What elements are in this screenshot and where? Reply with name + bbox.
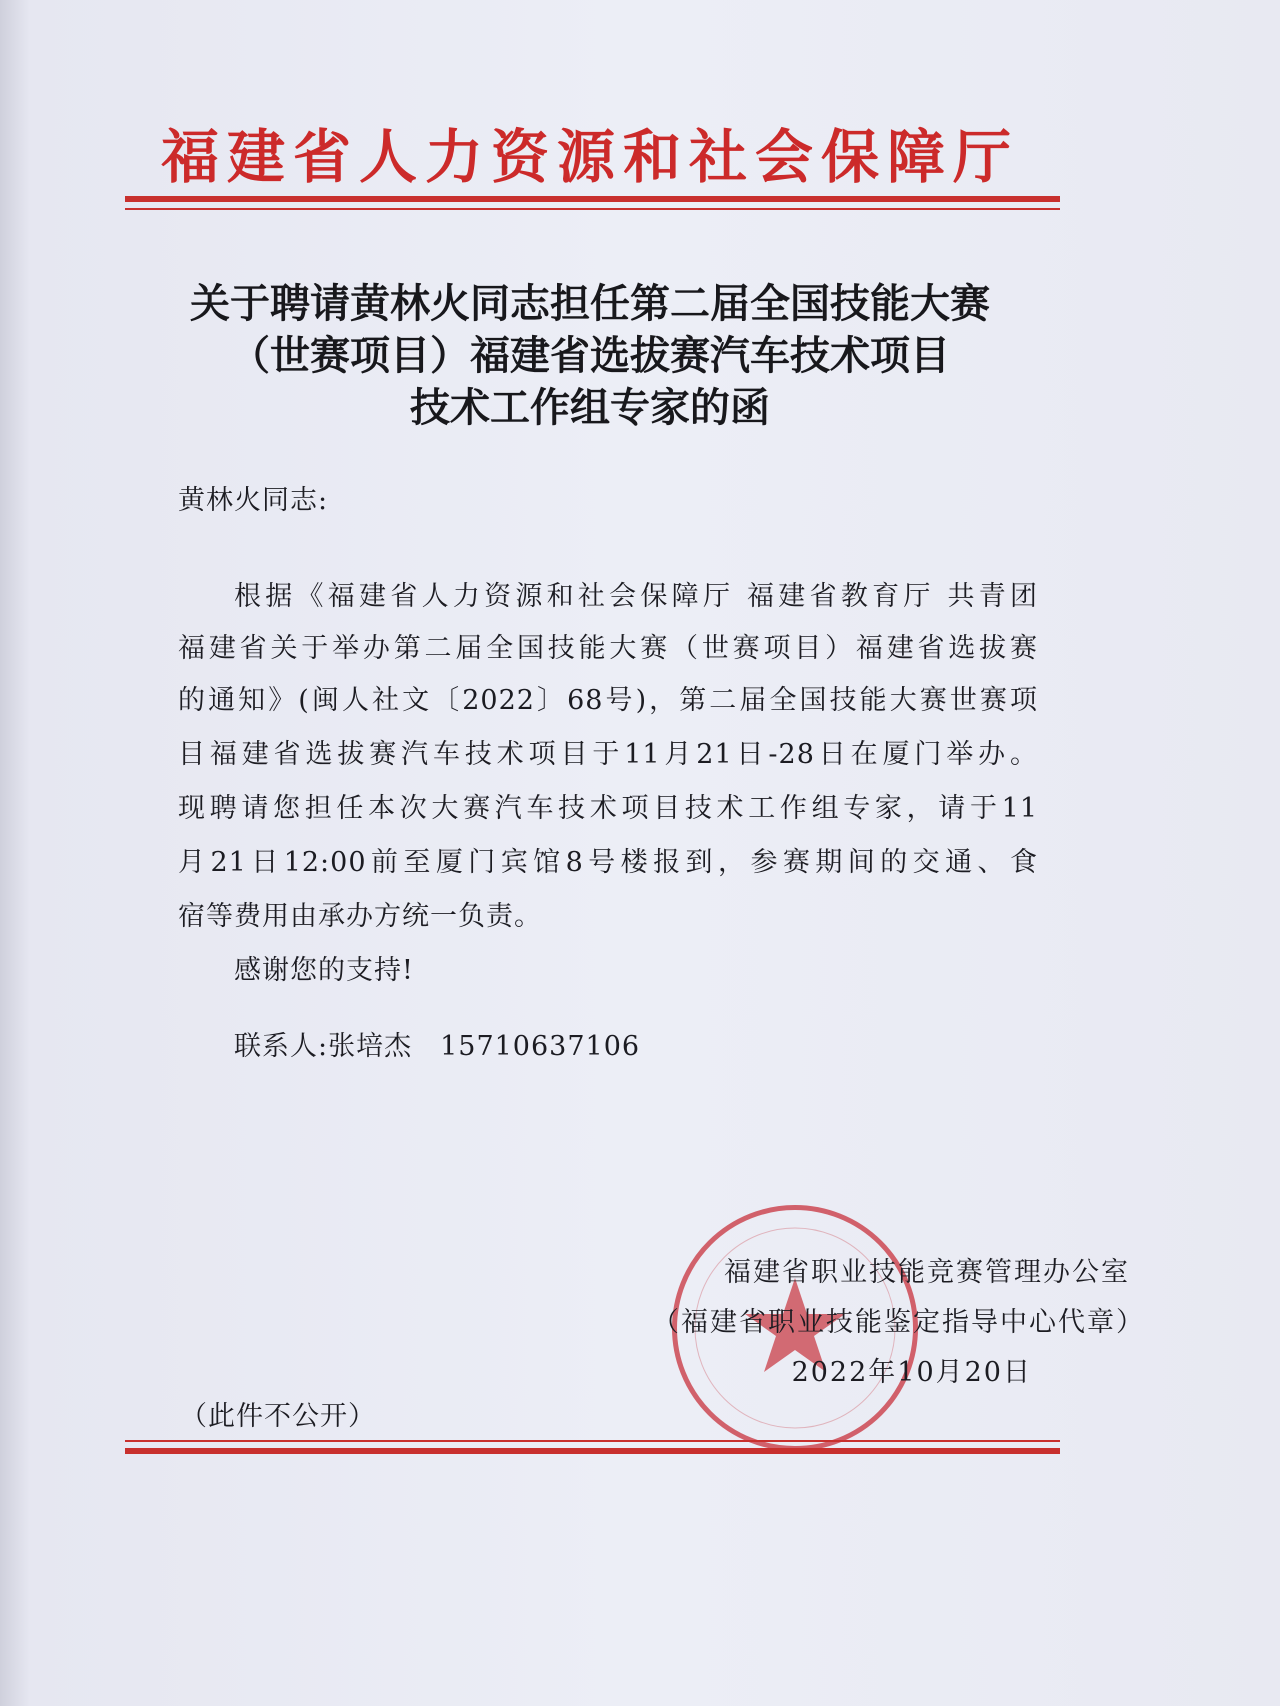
title-line-1: 关于聘请黄林火同志担任第二届全国技能大赛 — [190, 281, 990, 327]
letterhead: 福建省人力资源和社会保障厅 — [160, 123, 1019, 191]
header-rule-thin — [125, 208, 1060, 210]
body-line: 现聘请您担任本次大赛汽车技术项目技术工作组专家，请于11 — [178, 793, 1038, 824]
body-line: 目福建省选拔赛汽车技术项目于11月21日-28日在厦门举办。 — [178, 739, 1038, 770]
signature-proxy: （福建省职业技能鉴定指导中心代章） — [652, 1307, 1145, 1338]
title-line-2: （世赛项目）福建省选拔赛汽车技术项目 — [230, 333, 950, 379]
body-line: 福建省关于举办第二届全国技能大赛（世赛项目）福建省选拔赛 — [178, 633, 1038, 664]
body-line: 的通知》(闽人社文〔2022〕68号)，第二届全国技能大赛世赛项 — [178, 685, 1038, 716]
contact-line: 联系人:张培杰 15710637106 — [234, 1031, 641, 1062]
header-rule-thick — [125, 196, 1060, 202]
body-line: 宿等费用由承办方统一负责。 — [178, 901, 542, 932]
title-line-3: 技术工作组专家的函 — [410, 385, 770, 431]
confidential-note: （此件不公开） — [180, 1401, 376, 1432]
footer-rule-thick — [125, 1448, 1060, 1454]
signature-date: 2022年10月20日 — [791, 1357, 1032, 1388]
body-line: 根据《福建省人力资源和社会保障厅 福建省教育厅 共青团 — [234, 581, 1038, 612]
salutation: 黄林火同志: — [178, 485, 329, 516]
footer-rule-thin — [125, 1440, 1060, 1442]
body-line: 月21日12:00前至厦门宾馆8号楼报到，参赛期间的交通、食 — [178, 847, 1038, 878]
thanks-line: 感谢您的支持! — [234, 955, 414, 986]
signature-org: 福建省职业技能竞赛管理办公室 — [724, 1257, 1130, 1288]
